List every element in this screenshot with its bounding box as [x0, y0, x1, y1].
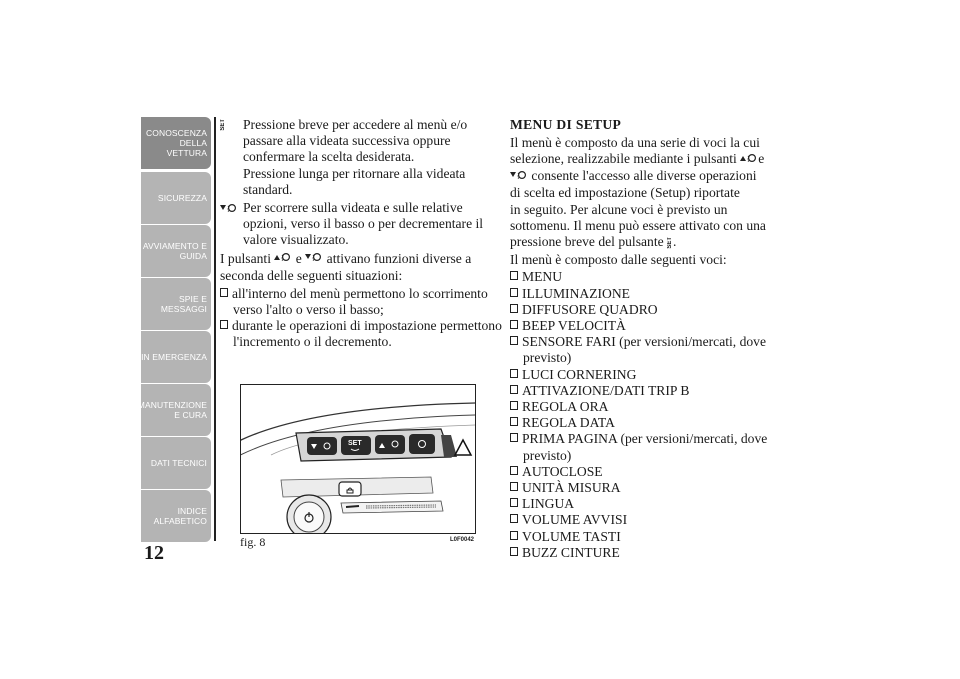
figure-code: L0F0042: [450, 537, 475, 543]
list-item: ATTIVAZIONE/DATI TRIP B: [510, 383, 772, 399]
checkbox-bullet-icon: [510, 369, 518, 378]
checkbox-bullet-icon: [220, 288, 228, 297]
set-button-label: SET: [348, 440, 362, 447]
set-button-description: [220, 117, 502, 198]
text-line: consente l'accesso alle diverse operazioni: [510, 168, 772, 185]
up-brightness-icon: [740, 152, 758, 168]
checkbox-bullet-icon: [220, 320, 228, 329]
list-item: VOLUME TASTI: [510, 529, 772, 545]
text-line: di scelta ed impostazione (Setup) riportate: [510, 185, 740, 201]
tab-label: INDICE ALFABETICO: [153, 505, 207, 526]
down-brightness-icon: [510, 169, 528, 185]
text-fragment: attivano funzioni diverse a: [326, 250, 472, 266]
checkbox-bullet-icon: [510, 433, 518, 442]
checkbox-bullet-icon: [510, 304, 518, 313]
down-brightness-icon: [305, 251, 323, 267]
checkbox-bullet-icon: [510, 482, 518, 491]
text-line: confermare la scelta desiderata.: [243, 149, 415, 165]
list-item: REGOLA DATA: [510, 415, 772, 431]
section-heading: MENU DI SETUP: [510, 117, 622, 132]
list-item: DIFFUSORE QUADRO: [510, 302, 772, 318]
tab-indice-alfabetico[interactable]: [141, 490, 211, 542]
list-item: ILLUMINAZIONE: [510, 286, 772, 302]
tab-avviamento-e-guida[interactable]: [141, 225, 211, 277]
up-button-graphic: [375, 435, 405, 454]
text-line: Il menù è composto dalle seguenti voci:: [510, 252, 727, 268]
list-item: PRIMA PAGINA (per versioni/mercati, dove previsto): [510, 431, 772, 463]
tab-label: DATI TECNICI: [150, 457, 207, 468]
left-column: [220, 117, 502, 351]
page-number: 12: [144, 542, 164, 564]
text-line: pressione breve del pulsante SET.: [510, 233, 677, 249]
list-item: LUCI CORNERING: [510, 367, 772, 383]
text-line: sottomenu. Il menu può essere attivato con una: [510, 217, 766, 233]
list-item: BUZZ CINTURE: [510, 545, 772, 561]
list-item: UNITÀ MISURA: [510, 480, 772, 496]
tab-conoscenza-della-vettura[interactable]: [141, 117, 211, 169]
text-line: seconda delle seguenti situazioni:: [220, 267, 403, 283]
text-fragment: I pulsanti: [220, 250, 271, 266]
text-line: Pressione lunga per ritornare alla videata: [243, 165, 466, 181]
figure-dashboard-controls: [240, 384, 476, 534]
checkbox-bullet-icon: [510, 498, 518, 507]
down-brightness-icon: [220, 202, 238, 218]
text-line: passare alla videata successiva oppure: [243, 133, 451, 149]
text-line: in seguito. Per alcune voci è previsto un: [510, 201, 728, 217]
column-divider: [214, 117, 216, 541]
setup-menu-list: [510, 269, 772, 561]
list-item: MENU: [510, 269, 772, 285]
up-brightness-icon: [274, 251, 292, 267]
text-line: Il menù è composto da una serie di voci la cui: [510, 135, 760, 151]
set-button-icon: SET: [220, 119, 226, 131]
checkbox-bullet-icon: [510, 336, 518, 345]
down-button-description: [220, 200, 502, 249]
fog-light-button-graphic: [409, 434, 435, 454]
text-line: selezione, realizzabile mediante i pulsanti e: [510, 151, 765, 167]
list-item: REGOLA ORA: [510, 399, 772, 415]
list-item: all'interno del menù permettono lo scorrimento verso l'alto o verso il basso;: [220, 286, 502, 318]
right-column: [510, 117, 772, 561]
intro-paragraph: [220, 251, 502, 268]
list-item: LINGUA: [510, 496, 772, 512]
tab-dati-tecnici[interactable]: [141, 437, 211, 489]
tab-label: CONOSCENZA DELLA VETTURA: [146, 127, 207, 159]
list-item: durante le operazioni di impostazione permettono l'incremento o il decremento.: [220, 318, 502, 350]
checkbox-bullet-icon: [510, 466, 518, 475]
checkbox-bullet-icon: [510, 385, 518, 394]
checkbox-bullet-icon: [510, 514, 518, 523]
list-item: VOLUME AVVISI: [510, 512, 772, 528]
text-fragment: e: [295, 250, 302, 266]
down-button-graphic: [307, 437, 337, 455]
checkbox-bullet-icon: [510, 271, 518, 280]
tab-label: MANUTENZIONE E CURA: [137, 399, 207, 420]
figure-label: fig. 8: [240, 535, 266, 549]
tab-spie-e-messaggi[interactable]: [141, 278, 211, 330]
text-line: valore visualizzato.: [243, 232, 349, 248]
checkbox-bullet-icon: [510, 547, 518, 556]
tab-label: SPIE E MESSAGGI: [160, 293, 207, 314]
tab-label: IN EMERGENZA: [141, 351, 207, 362]
text-line: Pressione breve per accedere al menù e/o: [243, 117, 468, 132]
list-item: BEEP VELOCITÀ: [510, 318, 772, 334]
text-line: Per scorrere sulla videata e sulle relative: [243, 200, 463, 216]
lock-button-graphic: [339, 482, 361, 496]
list-item: AUTOCLOSE: [510, 464, 772, 480]
tab-label: SICUREZZA: [157, 192, 207, 203]
text-line: standard.: [243, 181, 293, 197]
checkbox-bullet-icon: [510, 320, 518, 329]
text-line: opzioni, verso il basso o per decrementare il: [243, 216, 484, 232]
checkbox-bullet-icon: [510, 417, 518, 426]
list-item: SENSORE FARI (per versioni/mercati, dove previsto): [510, 334, 772, 366]
checkbox-bullet-icon: [510, 531, 518, 540]
checkbox-bullet-icon: [510, 401, 518, 410]
tab-manutenzione-e-cura[interactable]: [137, 384, 211, 436]
checkbox-bullet-icon: [510, 288, 518, 297]
tab-in-emergenza[interactable]: [141, 331, 211, 383]
tab-sicurezza[interactable]: [141, 172, 211, 224]
set-button-icon: SET: [667, 236, 674, 249]
tab-label: AVVIAMENTO E GUIDA: [142, 240, 207, 261]
